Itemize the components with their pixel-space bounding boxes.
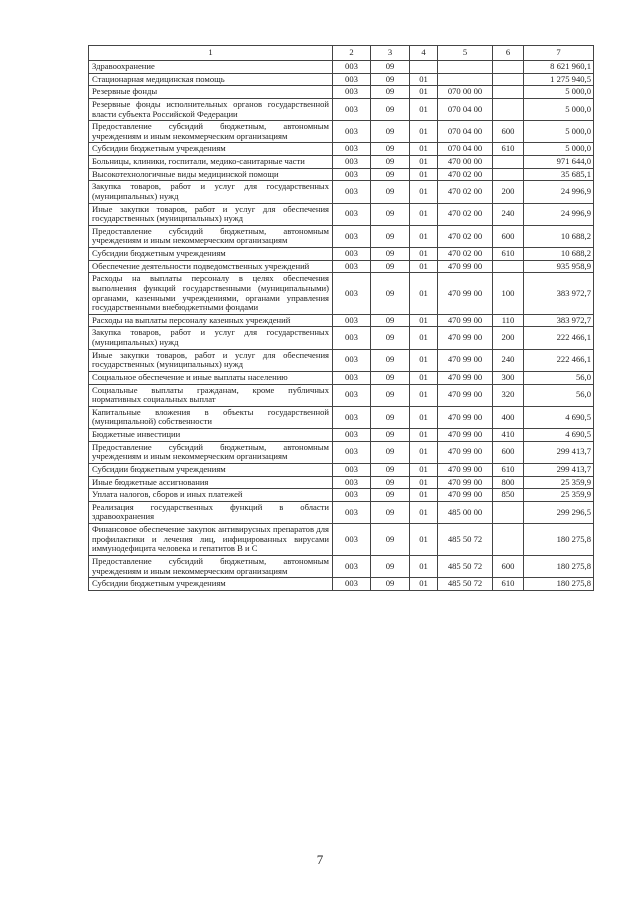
amount-cell: 5 000,0 (524, 143, 594, 156)
amount-cell: 222 466,1 (524, 349, 594, 371)
subsection-cell: 01 (410, 555, 438, 577)
budget-table (88, 45, 594, 591)
code-cell: 003 (333, 489, 371, 502)
section-cell: 09 (371, 441, 410, 463)
section-cell: 09 (371, 168, 410, 181)
row-name-cell: Предоставление субсидий бюджетным, автономным учреждениям и иным некоммерческим организациям (89, 441, 333, 463)
target-article-cell: 470 99 00 (438, 371, 493, 384)
amount-cell: 56,0 (524, 384, 594, 406)
section-cell: 09 (371, 203, 410, 225)
expense-type-cell: 610 (493, 143, 524, 156)
code-cell: 003 (333, 476, 371, 489)
table-row (89, 225, 594, 247)
column-header: 4 (410, 46, 438, 61)
code-cell: 003 (333, 98, 371, 120)
section-cell: 09 (371, 273, 410, 315)
row-name-cell: Субсидии бюджетным учреждениям (89, 463, 333, 476)
table-row (89, 441, 594, 463)
subsection-cell: 01 (410, 203, 438, 225)
expense-type-cell: 600 (493, 555, 524, 577)
subsection-cell (410, 61, 438, 74)
code-cell: 003 (333, 441, 371, 463)
target-article-cell (438, 73, 493, 86)
row-name-cell: Социальное обеспечение и иные выплаты населению (89, 371, 333, 384)
row-name-cell: Капитальные вложения в объекты государственной (муниципальной) собственности (89, 406, 333, 428)
code-cell: 003 (333, 168, 371, 181)
expense-type-cell: 610 (493, 248, 524, 261)
amount-cell: 299 413,7 (524, 463, 594, 476)
target-article-cell: 470 99 00 (438, 489, 493, 502)
section-cell: 09 (371, 349, 410, 371)
amount-cell: 299 296,5 (524, 501, 594, 523)
row-name-cell: Бюджетные инвестиции (89, 429, 333, 442)
subsection-cell: 01 (410, 156, 438, 169)
code-cell: 003 (333, 429, 371, 442)
row-name-cell: Субсидии бюджетным учреждениям (89, 578, 333, 591)
table-row (89, 314, 594, 327)
table-row (89, 555, 594, 577)
code-cell: 003 (333, 203, 371, 225)
subsection-cell: 01 (410, 327, 438, 349)
table-row (89, 406, 594, 428)
amount-cell: 222 466,1 (524, 327, 594, 349)
row-name-cell: Субсидии бюджетным учреждениям (89, 143, 333, 156)
subsection-cell: 01 (410, 463, 438, 476)
target-article-cell: 485 00 00 (438, 501, 493, 523)
row-name-cell: Предоставление субсидий бюджетным, автономным учреждениям и иным некоммерческим организациям (89, 225, 333, 247)
expense-type-cell: 400 (493, 406, 524, 428)
row-name-cell: Расходы на выплаты персоналу казенных учреждений (89, 314, 333, 327)
table-row (89, 86, 594, 99)
table-row (89, 260, 594, 273)
target-article-cell: 485 50 72 (438, 555, 493, 577)
table-row (89, 501, 594, 523)
code-cell: 003 (333, 501, 371, 523)
table-row (89, 463, 594, 476)
target-article-cell: 470 99 00 (438, 349, 493, 371)
code-cell: 003 (333, 61, 371, 74)
subsection-cell: 01 (410, 489, 438, 502)
section-cell: 09 (371, 578, 410, 591)
target-article-cell: 470 99 00 (438, 384, 493, 406)
expense-type-cell (493, 501, 524, 523)
row-name-cell: Расходы на выплаты персоналу в целях обеспечения выполнения функций государственными (муниципальными) органами, казенными учреждениями, органами управления государственными внебюджетными фондами (89, 273, 333, 315)
table-row (89, 248, 594, 261)
section-cell: 09 (371, 384, 410, 406)
target-article-cell: 470 02 00 (438, 225, 493, 247)
code-cell: 003 (333, 349, 371, 371)
section-cell: 09 (371, 327, 410, 349)
target-article-cell: 470 02 00 (438, 181, 493, 203)
amount-cell: 25 359,9 (524, 489, 594, 502)
row-name-cell: Высокотехнологичные виды медицинской помощи (89, 168, 333, 181)
section-cell: 09 (371, 476, 410, 489)
subsection-cell: 01 (410, 248, 438, 261)
target-article-cell: 070 04 00 (438, 98, 493, 120)
amount-cell: 24 996,9 (524, 203, 594, 225)
amount-cell: 180 275,8 (524, 524, 594, 556)
target-article-cell: 070 04 00 (438, 121, 493, 143)
table-row (89, 489, 594, 502)
table-row (89, 168, 594, 181)
column-header: 6 (493, 46, 524, 61)
target-article-cell: 470 02 00 (438, 248, 493, 261)
target-article-cell: 485 50 72 (438, 578, 493, 591)
target-article-cell: 070 00 00 (438, 86, 493, 99)
expense-type-cell (493, 260, 524, 273)
subsection-cell: 01 (410, 349, 438, 371)
code-cell: 003 (333, 273, 371, 315)
subsection-cell: 01 (410, 501, 438, 523)
table-row (89, 327, 594, 349)
section-cell: 09 (371, 143, 410, 156)
subsection-cell: 01 (410, 441, 438, 463)
code-cell: 003 (333, 314, 371, 327)
row-name-cell: Финансовое обеспечение закупок антивирусных препаратов для профилактики и лечения лиц, инфицированных вирусами иммунодефицита человека и гепатитов В и С (89, 524, 333, 556)
amount-cell: 8 621 960,1 (524, 61, 594, 74)
target-article-cell: 470 99 00 (438, 314, 493, 327)
column-header: 7 (524, 46, 594, 61)
expense-type-cell: 200 (493, 327, 524, 349)
row-name-cell: Резервные фонды исполнительных органов государственной власти субъекта Российской Федерации (89, 98, 333, 120)
amount-cell: 4 690,5 (524, 406, 594, 428)
expense-type-cell: 320 (493, 384, 524, 406)
subsection-cell: 01 (410, 73, 438, 86)
table-row (89, 578, 594, 591)
amount-cell: 56,0 (524, 371, 594, 384)
column-header: 2 (333, 46, 371, 61)
section-cell: 09 (371, 314, 410, 327)
amount-cell: 5 000,0 (524, 121, 594, 143)
section-cell: 09 (371, 225, 410, 247)
expense-type-cell: 600 (493, 225, 524, 247)
subsection-cell: 01 (410, 143, 438, 156)
code-cell: 003 (333, 524, 371, 556)
amount-cell: 10 688,2 (524, 248, 594, 261)
amount-cell: 1 275 940,5 (524, 73, 594, 86)
amount-cell: 10 688,2 (524, 225, 594, 247)
table-body (89, 61, 594, 591)
amount-cell: 180 275,8 (524, 578, 594, 591)
code-cell: 003 (333, 248, 371, 261)
subsection-cell: 01 (410, 225, 438, 247)
subsection-cell: 01 (410, 273, 438, 315)
subsection-cell: 01 (410, 429, 438, 442)
code-cell: 003 (333, 371, 371, 384)
target-article-cell (438, 61, 493, 74)
code-cell: 003 (333, 225, 371, 247)
section-cell: 09 (371, 371, 410, 384)
row-name-cell: Стационарная медицинская помощь (89, 73, 333, 86)
row-name-cell: Здравоохранение (89, 61, 333, 74)
subsection-cell: 01 (410, 181, 438, 203)
target-article-cell: 470 99 00 (438, 429, 493, 442)
code-cell: 003 (333, 260, 371, 273)
expense-type-cell: 610 (493, 463, 524, 476)
section-cell: 09 (371, 489, 410, 502)
expense-type-cell: 200 (493, 181, 524, 203)
amount-cell: 935 958,9 (524, 260, 594, 273)
table-row (89, 73, 594, 86)
code-cell: 003 (333, 86, 371, 99)
row-name-cell: Реализация государственных функций в области здравоохранения (89, 501, 333, 523)
subsection-cell: 01 (410, 98, 438, 120)
amount-cell: 25 359,9 (524, 476, 594, 489)
table-row (89, 349, 594, 371)
code-cell: 003 (333, 143, 371, 156)
code-cell: 003 (333, 121, 371, 143)
subsection-cell: 01 (410, 371, 438, 384)
expense-type-cell: 800 (493, 476, 524, 489)
row-name-cell: Предоставление субсидий бюджетным, автономным учреждениям и иным некоммерческим организациям (89, 121, 333, 143)
expense-type-cell: 600 (493, 441, 524, 463)
code-cell: 003 (333, 156, 371, 169)
code-cell: 003 (333, 384, 371, 406)
row-name-cell: Предоставление субсидий бюджетным, автономным учреждениям и иным некоммерческим организациям (89, 555, 333, 577)
expense-type-cell (493, 73, 524, 86)
expense-type-cell: 600 (493, 121, 524, 143)
table-row (89, 429, 594, 442)
expense-type-cell: 100 (493, 273, 524, 315)
subsection-cell: 01 (410, 384, 438, 406)
amount-cell: 5 000,0 (524, 86, 594, 99)
table-header-row (89, 46, 594, 61)
table-row (89, 156, 594, 169)
amount-cell: 180 275,8 (524, 555, 594, 577)
expense-type-cell: 110 (493, 314, 524, 327)
column-header: 1 (89, 46, 333, 61)
table-row (89, 143, 594, 156)
section-cell: 09 (371, 501, 410, 523)
section-cell: 09 (371, 61, 410, 74)
target-article-cell: 470 02 00 (438, 168, 493, 181)
target-article-cell: 470 99 00 (438, 463, 493, 476)
table-row (89, 476, 594, 489)
amount-cell: 5 000,0 (524, 98, 594, 120)
target-article-cell: 470 99 00 (438, 476, 493, 489)
expense-type-cell: 410 (493, 429, 524, 442)
subsection-cell: 01 (410, 578, 438, 591)
code-cell: 003 (333, 578, 371, 591)
amount-cell: 383 972,7 (524, 314, 594, 327)
table-row (89, 98, 594, 120)
target-article-cell: 470 99 00 (438, 260, 493, 273)
section-cell: 09 (371, 429, 410, 442)
code-cell: 003 (333, 73, 371, 86)
section-cell: 09 (371, 73, 410, 86)
row-name-cell: Обеспечение деятельности подведомственных учреждений (89, 260, 333, 273)
section-cell: 09 (371, 248, 410, 261)
section-cell: 09 (371, 181, 410, 203)
table-row (89, 203, 594, 225)
table-row (89, 273, 594, 315)
target-article-cell: 070 04 00 (438, 143, 493, 156)
code-cell: 003 (333, 406, 371, 428)
target-article-cell: 485 50 72 (438, 524, 493, 556)
section-cell: 09 (371, 524, 410, 556)
row-name-cell: Иные закупки товаров, работ и услуг для обеспечения государственных (муниципальных) нужд (89, 203, 333, 225)
expense-type-cell: 610 (493, 578, 524, 591)
code-cell: 003 (333, 181, 371, 203)
target-article-cell: 470 02 00 (438, 203, 493, 225)
code-cell: 003 (333, 555, 371, 577)
expense-type-cell: 240 (493, 203, 524, 225)
page-number: 7 (316, 852, 324, 867)
subsection-cell: 01 (410, 406, 438, 428)
section-cell: 09 (371, 86, 410, 99)
section-cell: 09 (371, 406, 410, 428)
table-row (89, 371, 594, 384)
amount-cell: 971 644,0 (524, 156, 594, 169)
code-cell: 003 (333, 463, 371, 476)
row-name-cell: Иные бюджетные ассигнования (89, 476, 333, 489)
row-name-cell: Закупка товаров, работ и услуг для государственных (муниципальных) нужд (89, 181, 333, 203)
target-article-cell: 470 00 00 (438, 156, 493, 169)
expense-type-cell (493, 168, 524, 181)
target-article-cell: 470 99 00 (438, 273, 493, 315)
subsection-cell: 01 (410, 260, 438, 273)
row-name-cell: Субсидии бюджетным учреждениям (89, 248, 333, 261)
expense-type-cell (493, 86, 524, 99)
row-name-cell: Закупка товаров, работ и услуг для государственных (муниципальных) нужд (89, 327, 333, 349)
subsection-cell: 01 (410, 86, 438, 99)
amount-cell: 35 685,1 (524, 168, 594, 181)
expense-type-cell: 850 (493, 489, 524, 502)
section-cell: 09 (371, 121, 410, 143)
code-cell: 003 (333, 327, 371, 349)
subsection-cell: 01 (410, 314, 438, 327)
section-cell: 09 (371, 260, 410, 273)
row-name-cell: Социальные выплаты гражданам, кроме публичных нормативных социальных выплат (89, 384, 333, 406)
section-cell: 09 (371, 156, 410, 169)
expense-type-cell: 300 (493, 371, 524, 384)
subsection-cell: 01 (410, 121, 438, 143)
amount-cell: 299 413,7 (524, 441, 594, 463)
row-name-cell: Уплата налогов, сборов и иных платежей (89, 489, 333, 502)
expense-type-cell (493, 98, 524, 120)
expense-type-cell (493, 524, 524, 556)
row-name-cell: Резервные фонды (89, 86, 333, 99)
subsection-cell: 01 (410, 168, 438, 181)
amount-cell: 4 690,5 (524, 429, 594, 442)
section-cell: 09 (371, 463, 410, 476)
section-cell: 09 (371, 98, 410, 120)
amount-cell: 383 972,7 (524, 273, 594, 315)
column-header: 5 (438, 46, 493, 61)
subsection-cell: 01 (410, 524, 438, 556)
table-row (89, 384, 594, 406)
expense-type-cell (493, 156, 524, 169)
subsection-cell: 01 (410, 476, 438, 489)
column-header: 3 (371, 46, 410, 61)
expense-type-cell (493, 61, 524, 74)
target-article-cell: 470 99 00 (438, 327, 493, 349)
table-row (89, 61, 594, 74)
target-article-cell: 470 99 00 (438, 406, 493, 428)
table-row (89, 524, 594, 556)
row-name-cell: Иные закупки товаров, работ и услуг для обеспечения государственных (муниципальных) нужд (89, 349, 333, 371)
target-article-cell: 470 99 00 (438, 441, 493, 463)
row-name-cell: Больницы, клиники, госпитали, медико-санитарные части (89, 156, 333, 169)
amount-cell: 24 996,9 (524, 181, 594, 203)
table-row (89, 181, 594, 203)
table-row (89, 121, 594, 143)
expense-type-cell: 240 (493, 349, 524, 371)
section-cell: 09 (371, 555, 410, 577)
